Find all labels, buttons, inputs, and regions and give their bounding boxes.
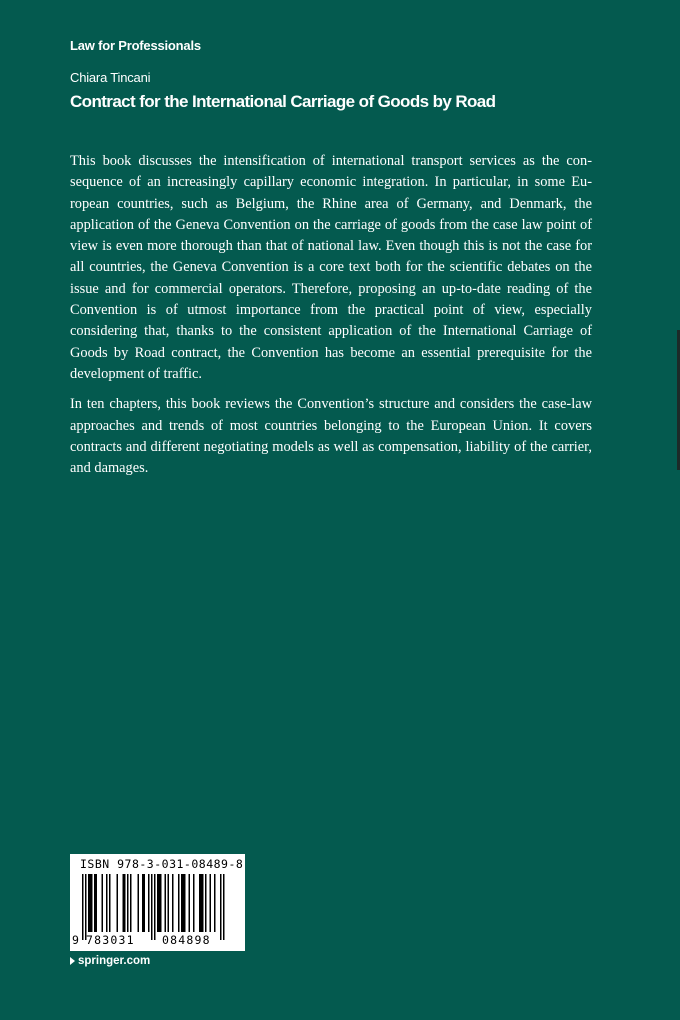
barcode-bar bbox=[201, 874, 203, 932]
barcode-bar bbox=[184, 874, 186, 932]
publisher-link[interactable] bbox=[70, 955, 150, 967]
barcode-bar bbox=[130, 874, 132, 932]
barcode-bar bbox=[138, 874, 140, 932]
blurb bbox=[70, 151, 592, 488]
barcode-bar bbox=[94, 874, 96, 932]
barcode-bar bbox=[168, 874, 170, 932]
barcode-bar bbox=[189, 874, 191, 932]
barcode-digits-right: 084898 bbox=[162, 933, 211, 947]
barcode-bar bbox=[85, 874, 87, 940]
barcode-bar bbox=[154, 874, 156, 940]
series-name: Law for Professionals bbox=[70, 38, 201, 53]
barcode-bar bbox=[123, 874, 125, 932]
barcode-bar bbox=[144, 874, 146, 932]
isbn-barcode bbox=[70, 854, 245, 951]
barcode-bar bbox=[102, 874, 104, 932]
barcode-bar bbox=[88, 874, 90, 932]
barcode-bar bbox=[181, 874, 183, 932]
barcode-bar bbox=[172, 874, 174, 932]
barcode-digits-left: 783031 bbox=[86, 933, 135, 947]
barcode-bar bbox=[124, 874, 126, 932]
barcode-bar bbox=[106, 874, 108, 932]
isbn-label: ISBN 978-3-031-08489-8 bbox=[80, 857, 244, 871]
barcode-bar bbox=[214, 874, 216, 932]
barcode-bar bbox=[142, 874, 144, 932]
barcode-bar bbox=[205, 874, 207, 932]
barcode-bar bbox=[183, 874, 185, 932]
barcode-bar bbox=[193, 874, 195, 932]
barcode-digit-first: 9 bbox=[72, 933, 79, 947]
barcode-bar bbox=[82, 874, 84, 940]
arrow-right-icon bbox=[70, 957, 75, 965]
barcode-bar bbox=[178, 874, 180, 932]
barcode-bar bbox=[148, 874, 150, 932]
barcode-bar bbox=[96, 874, 98, 932]
barcode-bar bbox=[90, 874, 92, 932]
publisher-url: springer.com bbox=[78, 955, 151, 967]
barcode-bar bbox=[223, 874, 225, 940]
barcode-bar bbox=[199, 874, 201, 932]
barcode-bar bbox=[151, 874, 153, 940]
barcode-bar bbox=[157, 874, 159, 932]
barcode-bar bbox=[160, 874, 162, 932]
barcode-bar bbox=[127, 874, 129, 932]
barcode-bar bbox=[220, 874, 222, 940]
barcode-bar bbox=[165, 874, 167, 932]
author-name: Chiara Tincani bbox=[70, 70, 151, 85]
barcode-bar bbox=[159, 874, 161, 932]
book-title: Contract for the International Carriage of Goods by Road bbox=[70, 92, 496, 111]
barcode-bar bbox=[210, 874, 212, 932]
barcode-bar bbox=[109, 874, 111, 932]
barcode-bar bbox=[117, 874, 119, 932]
blurb-paragraph-2: In ten chapters, this book reviews the Convention’s structure and considers the case-law approaches and trends of most countries belonging to the European Union. It covers contracts and different negotiating models as well as compensation, liability of the carrier, and damages. bbox=[70, 396, 592, 477]
barcode-bar bbox=[202, 874, 204, 932]
blurb-paragraph-1: This book discusses the intensification of international transport services as the consequence of an increasingly capillary economic integration. In particular, in some European countries, such as Belgium, the Rhine area of Germany, and Denmark, the application of the Geneva Convention on the carriage of goods from the case law point of view is even more thorough than that of national law. Even though this is not the case for all countries, the Geneva Convention is a core text both for the scientific debates on the issue and for commercial operators. Therefore, proposing an up-to-date reading of the Convention is of utmost importance from the practical point of view, especially considering that, thanks to the consistent application of the International Carriage of Goods by Road contract, the Convention has become an essential prerequisite for the development of traffic. bbox=[70, 153, 592, 382]
barcode-bar bbox=[91, 874, 93, 932]
